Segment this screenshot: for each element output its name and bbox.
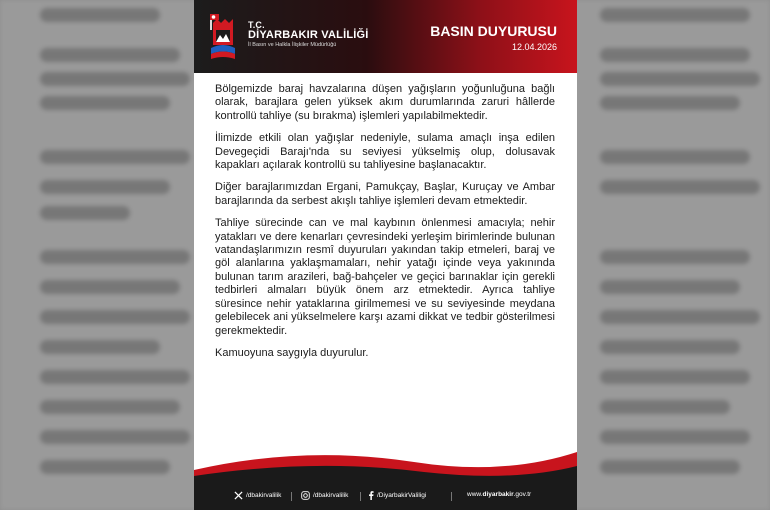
x-handle: /dbakirvalilik bbox=[246, 492, 282, 499]
logo-tc-label: T.C. bbox=[248, 20, 265, 30]
paragraph: Bölgemizde baraj havzalarına düşen yağışların yoğunluğuna bağlı olarak, barajlara gelen yüksek akım durumlarında zaruri hâllerde kontrollü tahliye (su bırakma) işlemleri yapılabilmektedir. bbox=[215, 83, 555, 122]
x-icon bbox=[234, 491, 243, 500]
press-release-document bbox=[194, 0, 577, 510]
website-domain: diyarbakir bbox=[482, 491, 514, 498]
paragraph: İlimizde etkili olan yağışlar nedeniyle, sulama amaçlı inşa edilen Devegeçidi Barajı'nda su seviyesi yükselmiş olup, dolusavak kapakları açılarak kontrollü su tahliyesine başlanacaktır. bbox=[215, 132, 555, 172]
document-header bbox=[194, 0, 577, 73]
footer-separator bbox=[451, 492, 452, 501]
x-link[interactable] bbox=[234, 491, 281, 500]
logo-subtitle: İl Basın ve Halkla İlişkiler Müdürlüğü bbox=[248, 42, 337, 48]
document-title: BASIN DUYURUSU bbox=[430, 23, 557, 39]
website-prefix: www. bbox=[467, 491, 483, 498]
paragraph: Tahliye sürecinde can ve mal kaybının önlenmesi amacıyla; nehir yatakları ve dere kenarları çevresindeki yerleşim birimlerinde bulunan vatandaşlarımızın resmî duyuruları yakından takip etmeleri, baraj ve göl alanlarına yaklaşmamaları, nehir yatağı içinde veya yakınında bulunan tarım arazileri, bağ-bahçeler ve geçici barınaklar için gerekli tedbirleri almaları büyük önem arz etmektedir. Ayrıca tahliye süresince nehir yataklarına girilmemesi ve su seviyesinde meydana gelebilecek ani yükselmelere karşı azami dikkat ve tedbir gösterilmesi gerekmektedir. bbox=[215, 217, 555, 337]
instagram-link[interactable] bbox=[301, 491, 348, 500]
facebook-icon bbox=[368, 491, 374, 500]
governorship-logo-icon bbox=[209, 14, 237, 60]
footer-wave-decoration bbox=[194, 440, 577, 485]
document-body bbox=[215, 83, 555, 369]
paragraph: Diğer barajlarımızdan Ergani, Pamukçay, Başlar, Kuruçay ve Ambar barajlarında da serbest akışlı tahliye işlemleri devam etmektedir. bbox=[215, 181, 555, 207]
website-suffix: .gov.tr bbox=[513, 491, 532, 498]
closing-paragraph: Kamuoyuna saygıyla duyurulur. bbox=[215, 346, 369, 359]
facebook-link[interactable] bbox=[368, 491, 426, 500]
footer-separator bbox=[360, 492, 361, 501]
logo-institution-name: DİYARBAKIR VALİLİĞİ bbox=[248, 29, 369, 41]
facebook-handle: /DiyarbakirValiligi bbox=[377, 492, 427, 499]
website-link[interactable] bbox=[467, 491, 531, 498]
instagram-handle: /dbakirvalilik bbox=[313, 492, 349, 499]
instagram-icon bbox=[301, 491, 310, 500]
social-footer bbox=[194, 483, 577, 510]
document-date: 12.04.2026 bbox=[511, 42, 557, 52]
footer-separator bbox=[291, 492, 292, 501]
